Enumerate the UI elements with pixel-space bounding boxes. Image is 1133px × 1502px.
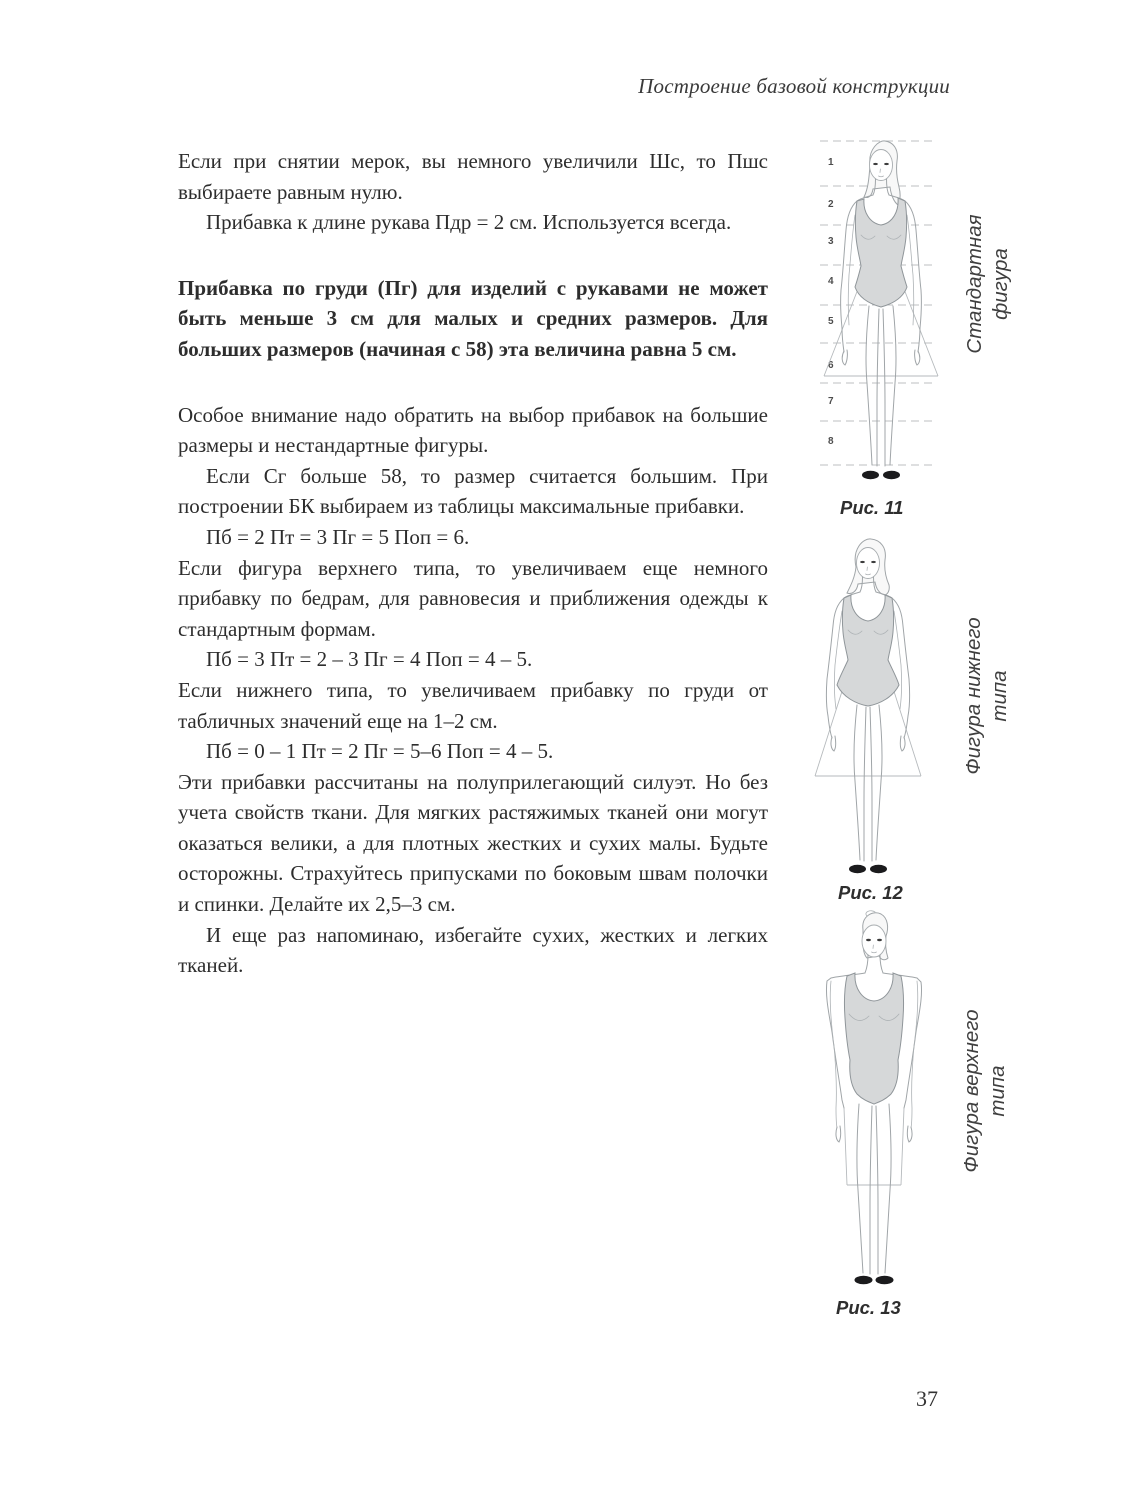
paragraph-chest-allowance-rule: Прибавка по груди (Пг) для изделий с рукавами не может быть меньше 3 см для малых и средних размеров. Для больших размеров (начиная с 58) эта величина равна 5 см.	[178, 275, 768, 361]
side-label-upper-type: Фигура верхнего типа	[960, 1009, 1009, 1173]
skirt-outline	[844, 1108, 904, 1185]
woman-figure	[826, 539, 909, 873]
foot	[883, 471, 900, 479]
leotard	[855, 198, 907, 307]
main-text-column	[178, 146, 768, 981]
running-header: Построение базовой конструкции	[638, 74, 950, 98]
leotard	[837, 595, 899, 706]
paragraph-sleeve-allowance: Прибавка к длине рукава Пдр = 2 см. Используется всегда.	[206, 210, 732, 235]
figure-lower-type-illustration	[801, 533, 941, 883]
foot	[862, 471, 879, 479]
page-number: 37	[916, 1386, 938, 1411]
foot	[870, 865, 887, 873]
paragraph-shs-note: Если при снятии мерок, вы немного увеличили Шс, то Пшс выбираете равным нулю.	[178, 149, 768, 204]
formula-max-allowances: Пб = 2 Пт = 3 Пг = 5 Поп = 6.	[206, 524, 470, 549]
band-number: 7	[828, 396, 834, 407]
woman-figure	[841, 141, 922, 479]
figure-caption-11: Рис. 11	[840, 497, 904, 518]
paragraph-fabric-reminder: И еще раз напоминаю, избегайте сухих, жестких и легких тканей.	[178, 922, 768, 978]
formula-upper-type: Пб = 3 Пт = 2 – 3 Пг = 4 Поп = 4 – 5.	[206, 647, 533, 672]
woman-figure	[826, 911, 921, 1285]
band-number: 2	[828, 199, 834, 210]
band-number: 8	[828, 436, 834, 447]
paragraph-attention-note: Особое внимание надо обратить на выбор прибавок на большие размеры и нестандартные фигуры.	[178, 402, 768, 458]
side-label-standard-figure: Стандартная фигура	[963, 214, 1012, 354]
formula-lower-type: Пб = 0 – 1 Пт = 2 Пг = 5–6 Поп = 4 – 5.	[206, 739, 554, 764]
band-number: 4	[828, 276, 834, 287]
band-number: 1	[828, 157, 834, 168]
band-number: 6	[828, 360, 834, 371]
leotard	[844, 973, 903, 1104]
figure-caption-12: Рис. 12	[838, 882, 903, 903]
foot	[849, 865, 866, 873]
figure-upper-type-illustration	[791, 908, 941, 1293]
figure-standard-illustration	[815, 135, 963, 487]
paragraph-silhouette-note: Эти прибавки рассчитаны на полуприлегающий силуэт. Но без учета свойств ткани. Для мягких растяжимых тканей они могут оказаться велики, а для плотных жестких и сухих малы. Будьте осторожны. Страхуйтесь припусками по боковым швам полочки и спинки. Делайте их 2,5–3 см.	[178, 769, 768, 917]
figure-caption-13: Рис. 13	[836, 1297, 901, 1318]
paragraph-upper-type: Если фигура верхнего типа, то увеличиваем еще немного прибавку по бедрам, для равновесия и приближения одежды к стандартным формам.	[178, 555, 768, 641]
paragraph-lower-type: Если нижнего типа, то увеличиваем прибавку по груди от табличных значений еще на 1–2 см.	[178, 677, 768, 733]
band-number: 5	[828, 316, 834, 327]
foot	[876, 1276, 894, 1285]
side-label-lower-type: Фигура нижнего типа	[962, 617, 1011, 775]
foot	[855, 1276, 873, 1285]
paragraph-large-sizes: Если Сг больше 58, то размер считается большим. При построении БК выбираем из таблицы максимальные прибавки.	[178, 463, 768, 519]
band-number: 3	[828, 236, 834, 247]
